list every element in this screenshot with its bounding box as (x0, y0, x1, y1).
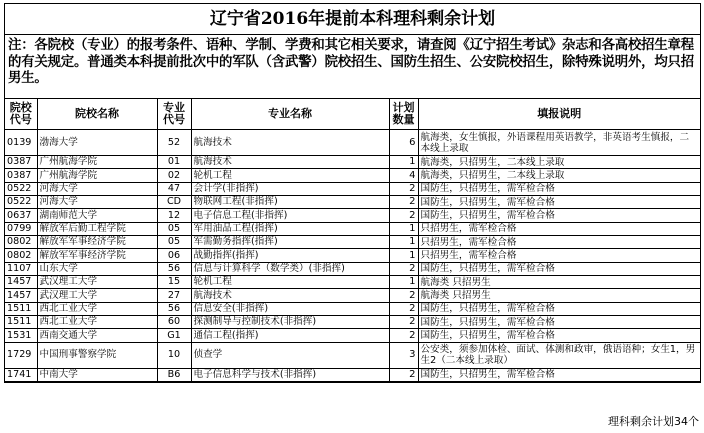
cell-remarks: 国防生，只招男生，需军检合格 (418, 182, 700, 195)
cell-plan-count: 2 (389, 209, 418, 222)
cell-remarks: 航海类，女生慎报，外语课程用英语教学，非英语考生慎报，二本线上录取 (418, 130, 700, 156)
cell-major-code: 05 (157, 236, 191, 249)
cell-remarks: 国防生，只招男生，需军检合格 (418, 196, 700, 209)
table-row (5, 289, 700, 302)
cell-major-name: 航海技术 (191, 130, 389, 156)
cell-major-code: 56 (157, 302, 191, 315)
cell-plan-count: 6 (389, 130, 418, 156)
cell-plan-count: 4 (389, 169, 418, 182)
cell-major-name: 物联网工程(非指挥) (191, 196, 389, 209)
cell-plan-count: 2 (389, 289, 418, 302)
cell-major-code: 47 (157, 182, 191, 195)
page-title: 辽宁省2016年提前本科理科剩余计划 (5, 4, 700, 35)
table-row (5, 368, 700, 381)
table-row (5, 342, 700, 368)
cell-major-name: 航海技术 (191, 156, 389, 169)
cell-major-name: 战勤指挥(指挥) (191, 249, 389, 262)
cell-school-name: 西南交通大学 (37, 329, 157, 342)
cell-plan-count: 2 (389, 182, 418, 195)
table-row (5, 130, 700, 156)
table-row (5, 209, 700, 222)
cell-major-name: 信息安全(非指挥) (191, 302, 389, 315)
cell-major-name: 侦查学 (191, 342, 389, 368)
cell-school-code: 0522 (5, 196, 37, 209)
cell-remarks: 国防生，只招男生，需军检合格 (418, 209, 700, 222)
cell-school-code: 1511 (5, 302, 37, 315)
cell-remarks: 航海类，只招男生，二本线上录取 (418, 169, 700, 182)
cell-school-code: 1511 (5, 316, 37, 329)
cell-school-name: 西北工业大学 (37, 316, 157, 329)
cell-plan-count: 1 (389, 276, 418, 289)
cell-plan-count: 1 (389, 156, 418, 169)
cell-major-code: 06 (157, 249, 191, 262)
cell-major-code: 12 (157, 209, 191, 222)
table-row (5, 249, 700, 262)
header-row (5, 99, 700, 130)
cell-major-name: 航海技术 (191, 289, 389, 302)
cell-school-name: 河海大学 (37, 196, 157, 209)
cell-remarks: 国防生，只招男生，需军检合格 (418, 302, 700, 315)
cell-plan-count: 2 (389, 316, 418, 329)
cell-plan-count: 2 (389, 196, 418, 209)
table-row (5, 236, 700, 249)
cell-school-code: 1729 (5, 342, 37, 368)
cell-plan-count: 2 (389, 302, 418, 315)
cell-major-name: 电子信息工程(非指挥) (191, 209, 389, 222)
table-row (5, 316, 700, 329)
cell-major-code: 15 (157, 276, 191, 289)
table-row (5, 196, 700, 209)
cell-remarks: 航海类 只招男生 (418, 276, 700, 289)
plan-table (5, 99, 700, 382)
cell-school-name: 渤海大学 (37, 130, 157, 156)
cell-school-name: 湖南师范大学 (37, 209, 157, 222)
cell-school-code: 0802 (5, 236, 37, 249)
cell-school-code: 0802 (5, 249, 37, 262)
cell-school-name: 山东大学 (37, 262, 157, 275)
cell-school-code: 0139 (5, 130, 37, 156)
cell-plan-count: 1 (389, 236, 418, 249)
cell-major-code: 02 (157, 169, 191, 182)
note-paragraph: 注：各院校（专业）的报考条件、语种、学制、学费和其它相关要求，请查阅《辽宁招生考试》杂志和各高校招生章程的有关规定。普通类本科提前批次中的军队（含武警）院校招生、国防生招生、公安院校招生，除特殊说明外，均只招男生。 (5, 35, 700, 99)
cell-major-code: 60 (157, 316, 191, 329)
cell-remarks: 只招男生，需军检合格 (418, 249, 700, 262)
cell-major-code: 10 (157, 342, 191, 368)
cell-school-code: 0799 (5, 222, 37, 235)
table-row (5, 329, 700, 342)
cell-plan-count: 2 (389, 262, 418, 275)
cell-plan-count: 2 (389, 329, 418, 342)
footer-total: 理科剩余计划34个 (608, 415, 699, 428)
cell-school-name: 解放军军事经济学院 (37, 236, 157, 249)
cell-school-code: 1531 (5, 329, 37, 342)
cell-major-name: 会计学(非指挥) (191, 182, 389, 195)
cell-school-code: 1457 (5, 289, 37, 302)
cell-major-code: 01 (157, 156, 191, 169)
cell-major-name: 探测制导与控制技术(非指挥) (191, 316, 389, 329)
cell-school-name: 解放军军事经济学院 (37, 249, 157, 262)
cell-school-code: 0522 (5, 182, 37, 195)
table-row (5, 156, 700, 169)
cell-remarks: 国防生，只招男生，需军检合格 (418, 316, 700, 329)
cell-major-code: 56 (157, 262, 191, 275)
plan-table-frame (4, 3, 701, 383)
cell-remarks: 国防生，只招男生，需军检合格 (418, 368, 700, 381)
cell-plan-count: 1 (389, 222, 418, 235)
table-row (5, 276, 700, 289)
cell-remarks: 航海类，只招男生，二本线上录取 (418, 156, 700, 169)
header-school-code: 院校代号 (5, 99, 37, 130)
cell-school-name: 中南大学 (37, 368, 157, 381)
cell-school-name: 西北工业大学 (37, 302, 157, 315)
header-remarks: 填报说明 (418, 99, 700, 130)
cell-school-code: 1741 (5, 368, 37, 381)
cell-major-code: 27 (157, 289, 191, 302)
table-row (5, 262, 700, 275)
table-row (5, 222, 700, 235)
cell-remarks: 只招男生，需军检合格 (418, 222, 700, 235)
header-school-name: 院校名称 (37, 99, 157, 130)
cell-major-code: CD (157, 196, 191, 209)
cell-school-name: 解放军后勤工程学院 (37, 222, 157, 235)
cell-school-name: 广州航海学院 (37, 156, 157, 169)
table-row (5, 169, 700, 182)
cell-major-name: 军用油品工程(指挥) (191, 222, 389, 235)
cell-school-code: 0637 (5, 209, 37, 222)
cell-remarks: 国防生，只招男生，需军检合格 (418, 329, 700, 342)
cell-major-code: B6 (157, 368, 191, 381)
cell-school-name: 广州航海学院 (37, 169, 157, 182)
cell-remarks: 国防生，只招男生，需军检合格 (418, 262, 700, 275)
cell-school-code: 0387 (5, 169, 37, 182)
cell-major-code: 05 (157, 222, 191, 235)
cell-major-name: 电子信息科学与技术(非指挥) (191, 368, 389, 381)
cell-major-name: 军需勤务指挥(指挥) (191, 236, 389, 249)
header-plan-count: 计划数量 (389, 99, 418, 130)
cell-school-code: 0387 (5, 156, 37, 169)
cell-major-name: 通信工程(指挥) (191, 329, 389, 342)
cell-major-code: G1 (157, 329, 191, 342)
cell-plan-count: 2 (389, 368, 418, 381)
cell-major-name: 信息与计算科学（数学类）(非指挥) (191, 262, 389, 275)
cell-major-code: 52 (157, 130, 191, 156)
cell-school-name: 武汉理工大学 (37, 276, 157, 289)
cell-school-name: 武汉理工大学 (37, 289, 157, 302)
cell-school-code: 1457 (5, 276, 37, 289)
cell-remarks: 只招男生，需军检合格 (418, 236, 700, 249)
cell-school-name: 中国刑事警察学院 (37, 342, 157, 368)
cell-major-name: 轮机工程 (191, 276, 389, 289)
cell-major-name: 轮机工程 (191, 169, 389, 182)
table-row (5, 182, 700, 195)
cell-remarks: 公安类，须参加体检、面试、体测和政审，俄语语种；女生1，男生2（二本线上录取） (418, 342, 700, 368)
header-major-name: 专业名称 (191, 99, 389, 130)
cell-plan-count: 1 (389, 249, 418, 262)
cell-school-name: 河海大学 (37, 182, 157, 195)
cell-school-code: 1107 (5, 262, 37, 275)
cell-remarks: 航海类 只招男生 (418, 289, 700, 302)
table-row (5, 302, 700, 315)
cell-plan-count: 3 (389, 342, 418, 368)
header-major-code: 专业代号 (157, 99, 191, 130)
